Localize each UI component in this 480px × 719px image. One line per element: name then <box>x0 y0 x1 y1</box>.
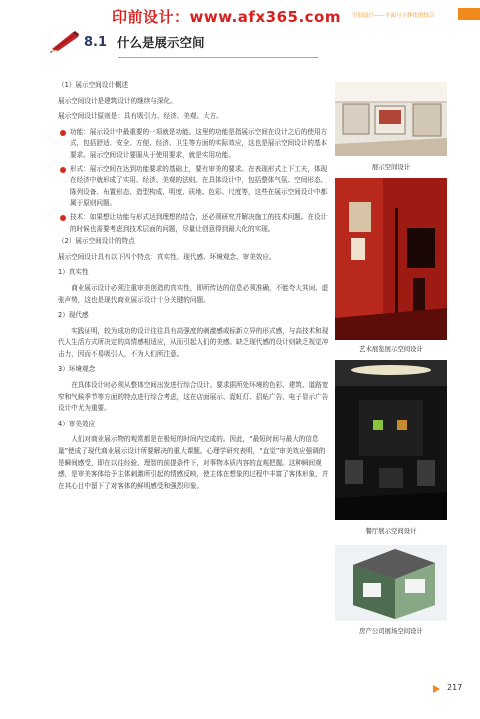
subheading-environment: 3）环境观念 <box>58 365 96 374</box>
section-number: 8.1 <box>84 34 108 50</box>
subheading-modernity: 2）现代感 <box>58 311 89 320</box>
caption-restaurant: 餐厅展示空间设计 <box>365 527 417 535</box>
caption-real-estate-booth: 房产公司展场空间设计 <box>359 627 423 635</box>
bullet-function: 功能：展示设计中最重要的一项就是功能。这里的功能是指展示空间在设计之后的使用方式，包括舒适、安全、方便、经济、卫生等方面的实际效应，这也是展示空间设计的基本要求。展示空间设计要服从于使用要求，就是实用功能。 <box>58 127 330 162</box>
page-number: 217 <box>447 683 463 692</box>
paragraph: 展示空间设计原则是：具有吸引力、经济、美观、大方。 <box>58 112 223 121</box>
pencil-icon <box>50 31 80 53</box>
running-title: 空间设计——平面与立体化的结合 <box>352 13 435 19</box>
watermark-url: 印前设计：www.afx365.com <box>112 8 341 26</box>
section-heading <box>50 28 205 56</box>
caption-art-exhibition: 艺术展览展示空间设计 <box>359 345 423 353</box>
paragraph: 展示空间设计具有以下四个特点：真实性、现代感、环境观念、审美效应。 <box>58 252 276 261</box>
photo-real-estate-booth <box>335 545 447 621</box>
subheading-authenticity: 1）真实性 <box>58 268 89 277</box>
photo-restaurant <box>335 360 447 520</box>
photo-art-exhibition <box>335 178 447 340</box>
subheading-overview: （1）展示空间设计概述 <box>58 81 129 89</box>
title-underline <box>118 57 318 58</box>
bullet-technique: 技术：如果想让功能与形式达到理想的结合，还必须研究并解决施工的技术问题。在设计的时候也需要考虑到技术层面的问题，尽量让创意得到最大化的实现。 <box>58 212 330 235</box>
paragraph: 商业展示设计必须注重审美创造的真实性，即所传达的信息必须准确，不能夸大其词、虚张声势，这也是现代商业展示设计十分关键的问题。 <box>58 283 329 304</box>
body-text <box>58 80 330 492</box>
section-title: 什么是展示空间 <box>117 35 205 50</box>
page-arrow-icon <box>433 685 440 693</box>
paragraph: 人们对商业展示物的观赏都是在极短的时间内完成的。因此，“最短时间与最大的信息量”使成了现代商业展示设计所要解决的重大课题。心理学研究表明，“直觉”审美效应强调的是瞬间感受，即在以往经验、理智的前提条件下，对事物本质内容的直观把握。这种瞬间观感，是审美客体给予主体刺激所引起的情感反映，使主体在想象的过程中丰富了客体形象，并在其心目中留下了对客体的鲜明感受和强烈印象。 <box>58 435 329 490</box>
photo-exhibition-space <box>335 82 447 156</box>
paragraph: 在具体设计时必须从整体空间出发进行综合设计。要求据所处环境的色彩、建筑、道路宽窄和气候季节等方面的特点进行综合考虑，这在店面展示、霓虹灯、招贴广告、电子显示广告设计中尤为重要。 <box>58 381 329 413</box>
bullet-form: 形式：展示空间在达到功能要求的基础上，要有审美的要求。在表现形式上下工夫，体现在经济中就形成了实用、经济、美观的法则。在具体设计中，包括整体气氛、空间形态、陈列设备、布置形态、造型构成、明度、质地、色彩、尺度等，这些在展示空间设计中都属于原则问题。 <box>58 164 330 210</box>
subheading-features: （2）展示空间设计的特点 <box>58 237 135 246</box>
paragraph: 实践证明，较为成功的设计往往具有高强度的刺激感或标新立异的形式感，与高技术和现代人生活方式所决定的高情感相适应，从而引起人们的美感。缺乏现代感的设计则缺乏视觉冲击力，因而不易吸引人，不为人们所注意。 <box>58 326 329 358</box>
header-accent-bar <box>458 8 480 20</box>
caption-exhibition-space: 展示空间设计 <box>371 163 411 171</box>
paragraph: 展示空间设计是建筑设计的继续与深化。 <box>58 96 177 105</box>
subheading-aesthetics: 4）审美效应 <box>58 419 96 428</box>
